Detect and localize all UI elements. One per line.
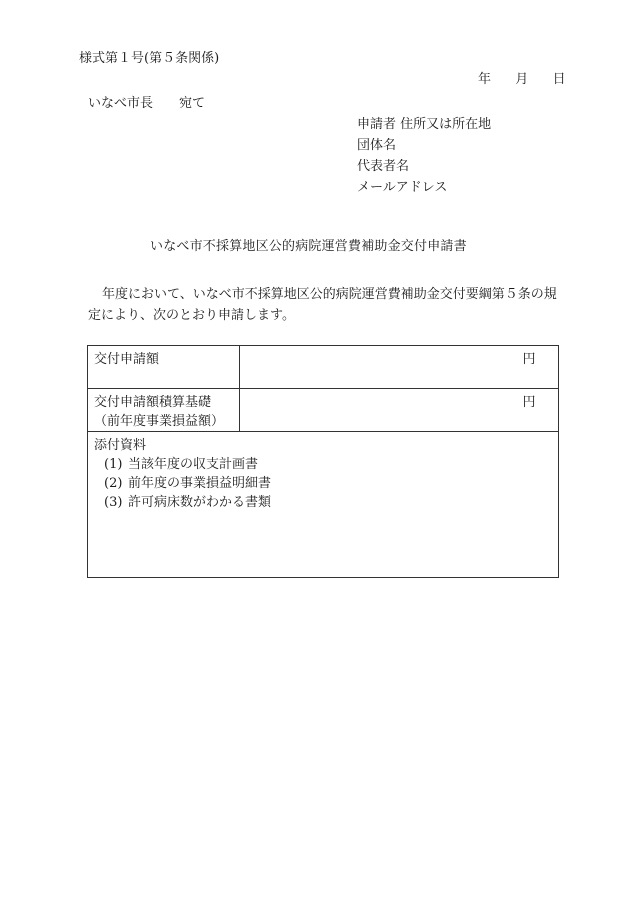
basis-sublabel: （前年度事業損益額） (94, 414, 225, 429)
body-text: 年度において、いなべ市不採算地区公的病院運営費補助金交付要綱第５条の規定により、次のとおり申請します。 (88, 287, 557, 323)
date-year: 年 (478, 72, 492, 87)
attachment-item (94, 474, 552, 493)
applicant-rep-label: 代表者名 (357, 159, 410, 174)
applicant-block (357, 114, 491, 198)
amount-label: 交付申請額 (88, 346, 240, 389)
attachment-number: (3) (104, 495, 123, 510)
date-day: 日 (552, 72, 566, 87)
document-title: いなべ市不採算地区公的病院運営費補助金交付申請書 (150, 239, 467, 254)
attachment-number: (1) (104, 457, 123, 472)
attachment-item (94, 455, 552, 474)
form-number: 様式第１号(第５条関係) (79, 51, 220, 66)
date-line (478, 71, 566, 89)
application-table (87, 345, 559, 578)
applicant-org-label: 団体名 (357, 138, 397, 153)
attachment-item (94, 493, 552, 512)
attachment-text: 許可病床数がわかる書類 (128, 495, 272, 510)
date-month: 月 (515, 72, 529, 87)
applicant-email-label: メールアドレス (357, 180, 448, 195)
addressee (88, 95, 205, 113)
attachment-number: (2) (104, 476, 123, 491)
addressee-name: いなべ市長 (88, 96, 154, 111)
attachment-text: 前年度の事業損益明細書 (128, 476, 272, 491)
attachments-cell (88, 432, 559, 578)
basis-unit: 円 (240, 389, 559, 432)
basis-label-cell (88, 389, 240, 432)
amount-unit: 円 (240, 346, 559, 389)
applicant-address-label: 申請者 住所又は所在地 (357, 117, 492, 132)
table-row (88, 432, 559, 578)
addressee-suffix: 宛て (179, 96, 206, 111)
table-row (88, 346, 559, 389)
attachment-text: 当該年度の収支計画書 (128, 457, 259, 472)
attachments-heading: 添付資料 (94, 438, 147, 453)
basis-label: 交付申請額積算基礎 (94, 395, 212, 410)
table-row (88, 389, 559, 432)
